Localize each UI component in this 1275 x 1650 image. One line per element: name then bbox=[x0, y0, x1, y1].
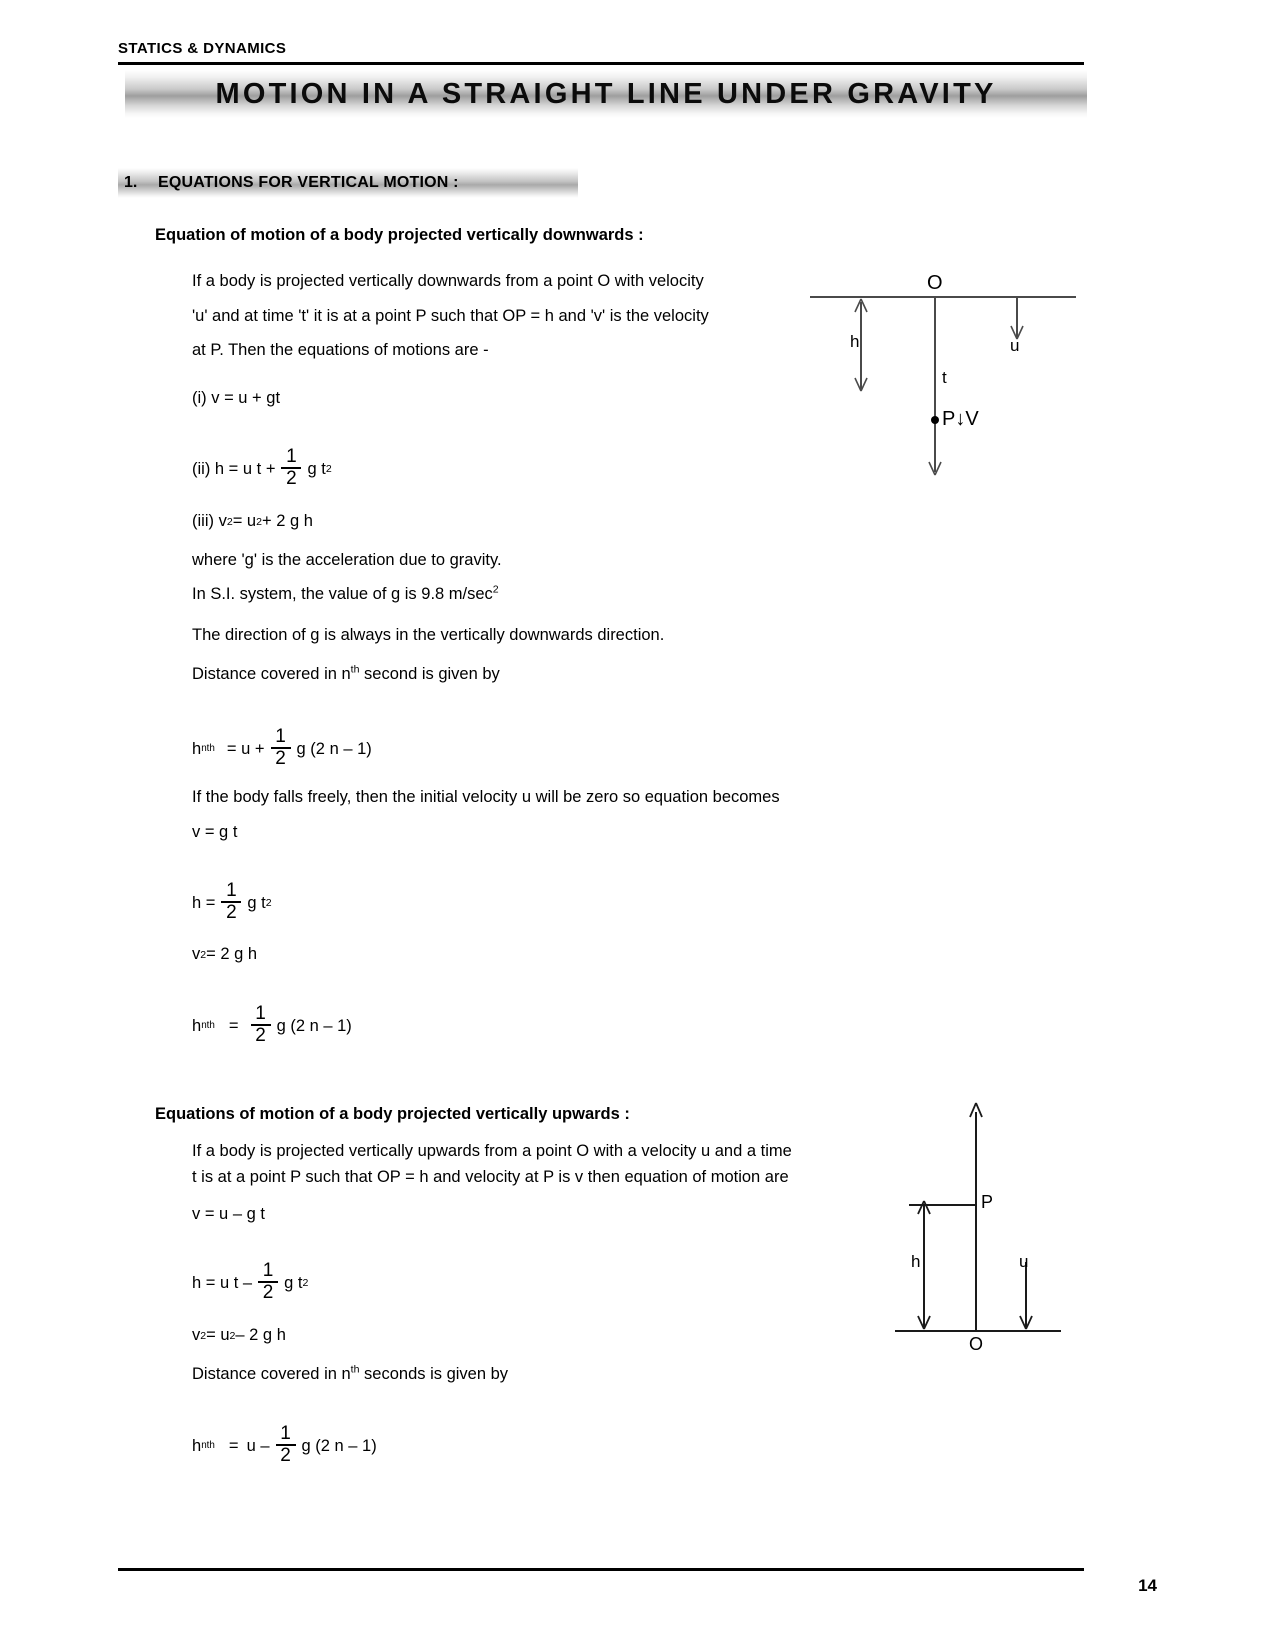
nth-second-text-a: Distance covered in n bbox=[192, 665, 351, 683]
up-v2-part-b: = u bbox=[206, 1326, 230, 1344]
upward-v-squared-equation: v 2 = u 2 – 2 g h bbox=[192, 1326, 286, 1344]
fraction-one-half bbox=[258, 1261, 278, 1304]
label-point-P-velocity: P↓V bbox=[942, 408, 979, 430]
point-P-marker bbox=[931, 416, 939, 424]
trajectory-arrowhead-icon bbox=[926, 456, 944, 476]
downward-intro-line-3: at P. Then the equations of motions are - bbox=[192, 341, 489, 359]
ff-v2-part-a: v bbox=[192, 945, 201, 963]
upward-nth-ordinal-suffix: th bbox=[350, 1363, 360, 1376]
fraction-numerator: 1 bbox=[275, 726, 286, 747]
ff-h-nth-suffix: g (2 n – 1) bbox=[276, 1016, 352, 1035]
nth-ordinal-suffix: th bbox=[350, 663, 360, 676]
fraction-numerator: 1 bbox=[255, 1003, 266, 1024]
equation-h-nth-down: h nth = u + $\frac{1}{2}$ g (2 n – 1) bbox=[192, 726, 372, 769]
ff-h-prefix: h = bbox=[192, 893, 216, 912]
fraction-numerator: 1 bbox=[262, 1260, 274, 1281]
u-arrow-down-icon bbox=[1017, 1314, 1035, 1330]
upward-motion-diagram bbox=[895, 1100, 1070, 1360]
up-h-suffix: g t bbox=[284, 1273, 303, 1292]
fraction-one-half bbox=[251, 1004, 271, 1047]
fraction-denominator: 2 bbox=[275, 747, 286, 769]
section-title: EQUATIONS FOR VERTICAL MOTION : bbox=[158, 174, 459, 191]
upward-heading: Equations of motion of a body projected vertically upwards : bbox=[155, 1105, 630, 1123]
free-fall-v-squared-equation: v 2 = 2 g h bbox=[192, 945, 258, 963]
fraction-numerator: 1 bbox=[226, 880, 237, 901]
section-heading-bar bbox=[118, 168, 578, 198]
fraction-denominator: 2 bbox=[286, 467, 297, 489]
equation-i: (i) v = u + gt bbox=[192, 389, 281, 407]
label-origin-O: O bbox=[927, 272, 943, 294]
footer-rule bbox=[118, 1568, 1084, 1571]
label-initial-velocity-u: u bbox=[1010, 336, 1020, 355]
equation-iii-part-a: (iii) v bbox=[192, 512, 227, 530]
trajectory-arrowhead-icon bbox=[967, 1102, 985, 1120]
up-h-nth-suffix: g (2 n – 1) bbox=[301, 1436, 377, 1455]
ground-line bbox=[895, 1330, 1061, 1332]
downward-intro-line-2: 'u' and at time 't' it is at a point P such that OP = h and 'v' is the velocity bbox=[192, 307, 709, 325]
note-si-value bbox=[192, 585, 499, 604]
equation-ii-suffix: g t bbox=[307, 459, 326, 478]
note-direction: The direction of g is always in the vertically downwards direction. bbox=[192, 626, 665, 644]
downward-motion-diagram bbox=[810, 272, 1085, 480]
trajectory-line bbox=[975, 1112, 977, 1332]
nth-second-text bbox=[192, 665, 500, 684]
downward-intro-line-1: If a body is projected vertically downwards from a point O with velocity bbox=[192, 272, 704, 290]
equation-iii: (iii) v 2 = u 2 + 2 g h bbox=[192, 512, 313, 530]
label-point-P: P bbox=[981, 1192, 994, 1212]
fraction-one-half bbox=[276, 1424, 296, 1467]
equation-ii: (ii) h = u t + $\frac{1}{2}$ g t 2 bbox=[192, 446, 332, 489]
section-number: 1. bbox=[124, 174, 138, 191]
up-v2-part-c: – 2 g h bbox=[235, 1326, 286, 1344]
h-nth-prefix: = u + bbox=[226, 739, 265, 758]
label-initial-velocity-u: u bbox=[1019, 1252, 1029, 1271]
upward-intro-line-1: If a body is projected vertically upwards from a point O with a velocity u and a time bbox=[192, 1142, 792, 1160]
free-fall-h-nth-equation: h nth = $\frac{1}{2}$ g (2 n – 1) bbox=[192, 1003, 352, 1046]
h-arrow-up-icon bbox=[915, 1200, 933, 1216]
note-si-exponent: 2 bbox=[492, 583, 499, 596]
trajectory-line bbox=[934, 296, 936, 472]
fraction-one-half bbox=[271, 727, 291, 770]
note-gravity: where 'g' is the acceleration due to gravity. bbox=[192, 551, 502, 569]
ff-h-suffix: g t bbox=[247, 893, 266, 912]
page-title: MOTION IN A STRAIGHT LINE UNDER GRAVITY bbox=[215, 77, 997, 110]
h-measure-line bbox=[923, 1206, 925, 1328]
fraction-denominator: 2 bbox=[262, 1281, 274, 1303]
free-fall-text: If the body falls freely, then the initial velocity u will be zero so equation becomes bbox=[192, 788, 780, 806]
upward-intro-line-2: t is at a point P such that OP = h and velocity at P is v then equation of motion are bbox=[192, 1168, 789, 1186]
upward-nth-text-a: Distance covered in n bbox=[192, 1365, 351, 1383]
equation-iii-part-c: + 2 g h bbox=[261, 512, 313, 530]
running-head: STATICS & DYNAMICS bbox=[118, 40, 287, 57]
label-time-t: t bbox=[942, 368, 947, 387]
up-h-nth-prefix: u – bbox=[246, 1436, 270, 1455]
h-arrow-up-icon bbox=[852, 298, 870, 314]
label-height-h: h bbox=[850, 332, 860, 351]
free-fall-velocity-equation: v = g t bbox=[192, 823, 238, 841]
free-fall-height-equation: h = $\frac{1}{2}$ g t 2 bbox=[192, 880, 272, 923]
header-rule bbox=[118, 62, 1084, 65]
ff-h-nth-equals: = bbox=[228, 1016, 239, 1035]
fraction-one-half bbox=[221, 881, 241, 924]
upward-nth-second-text bbox=[192, 1365, 508, 1384]
up-h-nth-symbol: h bbox=[192, 1436, 202, 1455]
title-banner bbox=[125, 70, 1087, 118]
downward-heading: Equation of motion of a body projected vertically downwards : bbox=[155, 226, 644, 244]
ff-v2-part-b: = 2 g h bbox=[206, 945, 258, 963]
h-arrow-down-icon bbox=[852, 376, 870, 392]
equation-iii-part-b: = u bbox=[232, 512, 257, 530]
fraction-one-half bbox=[281, 447, 301, 490]
reference-line bbox=[810, 296, 1076, 298]
fraction-numerator: 1 bbox=[286, 446, 297, 467]
page-number: 14 bbox=[1138, 1576, 1157, 1595]
label-origin-O: O bbox=[969, 1334, 984, 1354]
up-h-nth-equals: = bbox=[228, 1436, 239, 1455]
fraction-numerator: 1 bbox=[280, 1423, 291, 1444]
up-h-prefix: h = u t – bbox=[192, 1273, 253, 1292]
h-nth-symbol: h bbox=[192, 739, 202, 758]
upward-h-nth-equation: h nth = u – $\frac{1}{2}$ g (2 n – 1) bbox=[192, 1423, 377, 1466]
fraction-denominator: 2 bbox=[255, 1024, 266, 1046]
upward-height-equation: h = u t – $\frac{1}{2}$ g t 2 bbox=[192, 1260, 309, 1303]
note-si-text: In S.I. system, the value of g is 9.8 m/sec bbox=[192, 585, 493, 603]
fraction-denominator: 2 bbox=[280, 1444, 291, 1466]
h-nth-suffix: g (2 n – 1) bbox=[296, 739, 372, 758]
fraction-denominator: 2 bbox=[226, 901, 237, 923]
h-arrow-down-icon bbox=[915, 1314, 933, 1330]
upward-nth-text-b: seconds is given by bbox=[359, 1365, 509, 1383]
ff-h-nth-symbol: h bbox=[192, 1016, 202, 1035]
nth-second-text-b: second is given by bbox=[359, 665, 500, 683]
up-v2-part-a: v bbox=[192, 1326, 201, 1344]
equation-ii-prefix: (ii) h = u t + bbox=[192, 459, 276, 478]
label-height-h: h bbox=[911, 1252, 921, 1271]
upward-velocity-equation: v = u – g t bbox=[192, 1205, 265, 1223]
